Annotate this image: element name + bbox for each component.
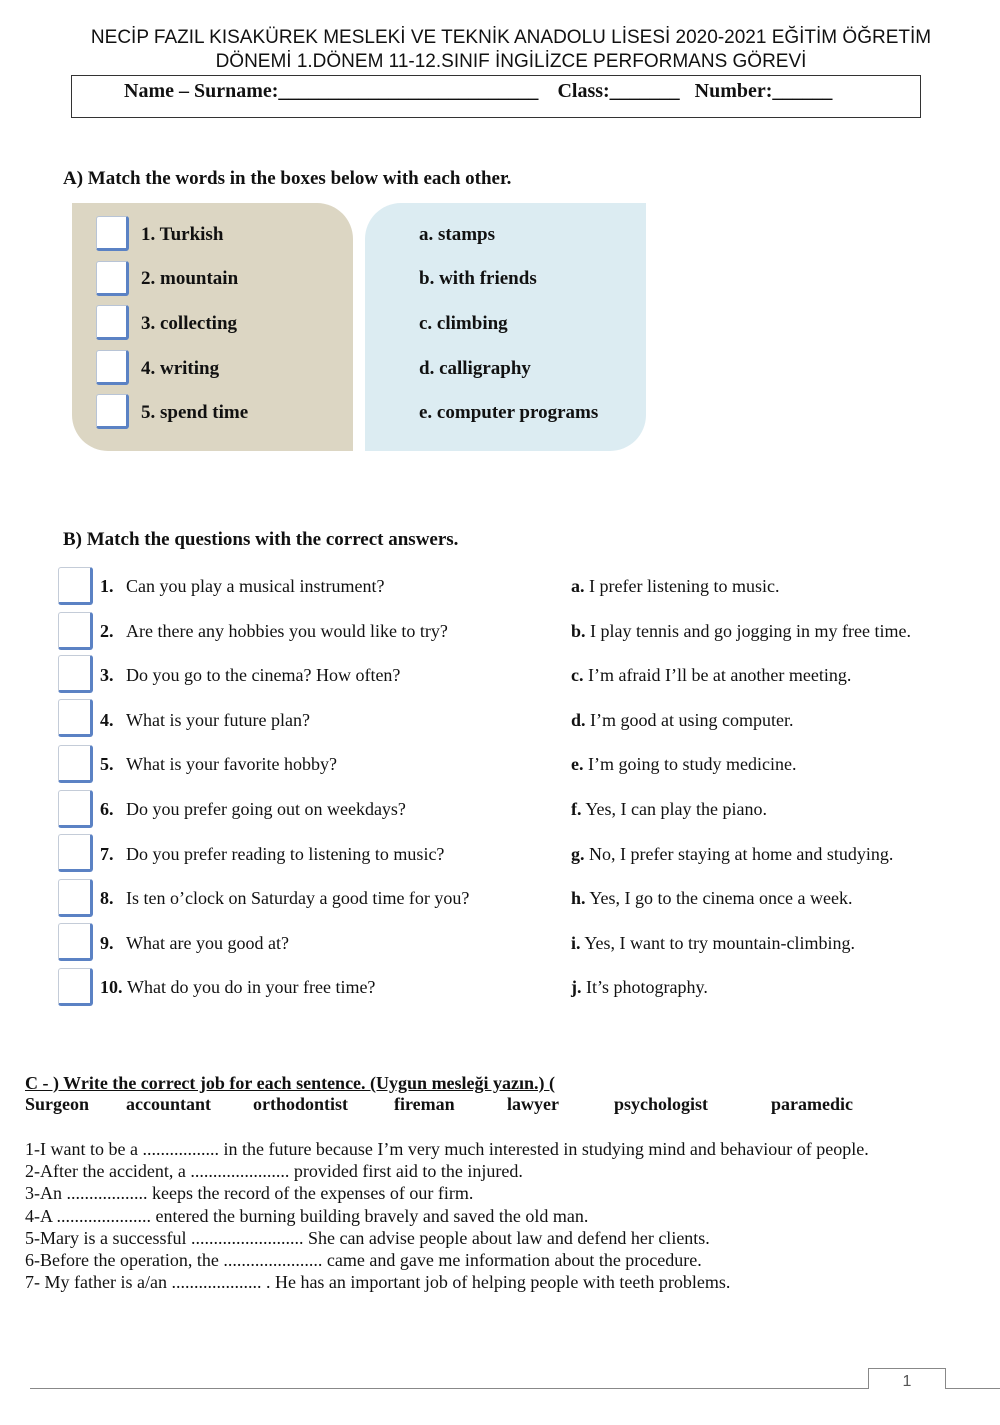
number-field[interactable]: Number:______ (694, 80, 833, 102)
answer-text: No, I prefer staying at home and studying. (589, 844, 894, 864)
answer-text: I play tennis and go jogging in my free time. (590, 621, 911, 641)
fill-in-sentence: 3-An .................. keeps the record of the expenses of our firm. (25, 1183, 474, 1203)
fill-in-sentence: 4-A ..................... entered the burning building bravely and saved the old man. (25, 1206, 589, 1226)
section-b-answer-box[interactable] (58, 699, 93, 737)
answer-letter: c. (571, 665, 584, 685)
question-text: Are there any hobbies you would like to try? (126, 621, 448, 641)
footer-rule (946, 1388, 1000, 1389)
section-a-right-item: a. stamps (419, 224, 496, 245)
answer-text: I’m good at using computer. (590, 710, 794, 730)
section-a-right-item: e. computer programs (419, 402, 599, 423)
page-number: 1 (868, 1368, 946, 1389)
answer-option (571, 888, 852, 909)
fill-in-sentence: 7- My father is a/an .................... . He has an important job of helping people with teeth problems. (25, 1272, 731, 1292)
document-header (0, 26, 1000, 74)
section-b-answer-box[interactable] (58, 968, 93, 1006)
footer-rule (30, 1388, 868, 1389)
header-line-2: DÖNEMİ 1.DÖNEM 11-12.SINIF İNGİLİZCE PERFORMANS GÖREVİ (215, 51, 807, 72)
question-number: 2. (100, 621, 114, 641)
answer-text: Yes, I want to try mountain-climbing. (584, 933, 856, 953)
answer-letter: d. (571, 710, 586, 730)
name-surname-field[interactable]: Name – Surname:__________________________ (124, 80, 539, 102)
question-number: 10. (100, 977, 123, 997)
student-info-box (71, 75, 921, 118)
question-text: What is your favorite hobby? (126, 754, 337, 774)
answer-text: Yes, I can play the piano. (585, 799, 767, 819)
question-text: What do you do in your free time? (127, 977, 376, 997)
question-number: 8. (100, 888, 114, 908)
answer-text: I’m afraid I’ll be at another meeting. (588, 665, 852, 685)
section-b-answer-box[interactable] (58, 567, 93, 605)
answer-letter: i. (571, 933, 581, 953)
section-a-answer-box[interactable] (96, 261, 129, 296)
section-a-right-item: b. with friends (419, 268, 537, 289)
answer-option (571, 977, 708, 998)
section-a-answer-box[interactable] (96, 350, 129, 385)
question-number: 3. (100, 665, 114, 685)
question-number: 5. (100, 754, 114, 774)
section-b-answer-box[interactable] (58, 655, 93, 693)
section-a-answer-box[interactable] (96, 305, 129, 340)
answer-option (571, 754, 796, 775)
job-word: orthodontist (253, 1094, 349, 1114)
fill-in-sentence: 1-I want to be a ................. in the future because I’m very much interested in studying mind and behaviour of people. (25, 1139, 869, 1159)
job-word: lawyer (507, 1094, 559, 1114)
fill-in-sentence: 5-Mary is a successful ......................... She can advise people about law and defend her clients. (25, 1228, 710, 1248)
answer-option (571, 576, 779, 597)
section-a-left-item: 2. mountain (141, 268, 239, 289)
answer-letter: e. (571, 754, 584, 774)
answer-letter: g. (571, 844, 585, 864)
answer-text: I prefer listening to music. (589, 576, 780, 596)
section-c-title: C - ) Write the correct job for each sentence. (Uygun mesleği yazın.) ( (25, 1073, 556, 1093)
answer-option (571, 933, 855, 954)
section-b-answer-box[interactable] (58, 834, 93, 872)
fill-in-sentence: 2-After the accident, a ...................... provided first aid to the injured. (25, 1161, 523, 1181)
answer-text: Yes, I go to the cinema once a week. (589, 888, 853, 908)
job-word: accountant (126, 1094, 211, 1114)
section-b-answer-box[interactable] (58, 745, 93, 783)
answer-letter: a. (571, 576, 585, 596)
section-a-title: A) Match the words in the boxes below with each other. (63, 168, 512, 189)
header-line-1: NECİP FAZIL KISAKÜREK MESLEKİ VE TEKNİK ANADOLU LİSESİ 2020-2021 EĞİTİM ÖĞRETİM (90, 27, 932, 48)
section-a-right-item: d. calligraphy (419, 358, 531, 379)
question-text: Do you go to the cinema? How often? (126, 665, 401, 685)
job-word: fireman (394, 1094, 455, 1114)
question-number: 1. (100, 576, 114, 596)
answer-letter: j. (571, 977, 582, 997)
question-number: 9. (100, 933, 114, 953)
answer-letter: f. (571, 799, 582, 819)
question-number: 7. (100, 844, 114, 864)
answer-option (571, 621, 911, 642)
section-a-right-item: c. climbing (419, 313, 508, 334)
section-a-left-item: 1. Turkish (141, 224, 224, 245)
section-b-answer-box[interactable] (58, 612, 93, 650)
class-field[interactable]: Class:_______ (557, 80, 680, 102)
answer-letter: b. (571, 621, 586, 641)
answer-option (571, 799, 767, 820)
job-word: paramedic (771, 1094, 853, 1114)
section-a-left-item: 5. spend time (141, 402, 249, 423)
question-number: 6. (100, 799, 114, 819)
section-a-left-item: 3. collecting (141, 313, 238, 334)
section-b-answer-box[interactable] (58, 923, 93, 961)
answer-option (571, 844, 893, 865)
job-word: psychologist (614, 1094, 709, 1114)
section-b-answer-box[interactable] (58, 790, 93, 828)
question-text: What are you good at? (126, 933, 289, 953)
answer-option (571, 665, 851, 686)
section-b-title: B) Match the questions with the correct answers. (63, 529, 459, 550)
section-a-answer-box[interactable] (96, 216, 129, 251)
question-text: Can you play a musical instrument? (126, 576, 385, 596)
fill-in-sentence: 6-Before the operation, the ...................... came and gave me information about the procedure. (25, 1250, 702, 1270)
answer-letter: h. (571, 888, 586, 908)
question-text: Do you prefer reading to listening to music? (126, 844, 445, 864)
job-word: Surgeon (25, 1094, 90, 1114)
answer-text: It’s photography. (586, 977, 708, 997)
section-a-left-item: 4. writing (141, 358, 220, 379)
question-text: What is your future plan? (126, 710, 310, 730)
answer-text: I’m going to study medicine. (588, 754, 797, 774)
question-number: 4. (100, 710, 114, 730)
question-text: Do you prefer going out on weekdays? (126, 799, 406, 819)
section-b-answer-box[interactable] (58, 879, 93, 917)
section-a-answer-box[interactable] (96, 394, 129, 429)
answer-option (571, 710, 793, 731)
question-text: Is ten o’clock on Saturday a good time for you? (126, 888, 470, 908)
